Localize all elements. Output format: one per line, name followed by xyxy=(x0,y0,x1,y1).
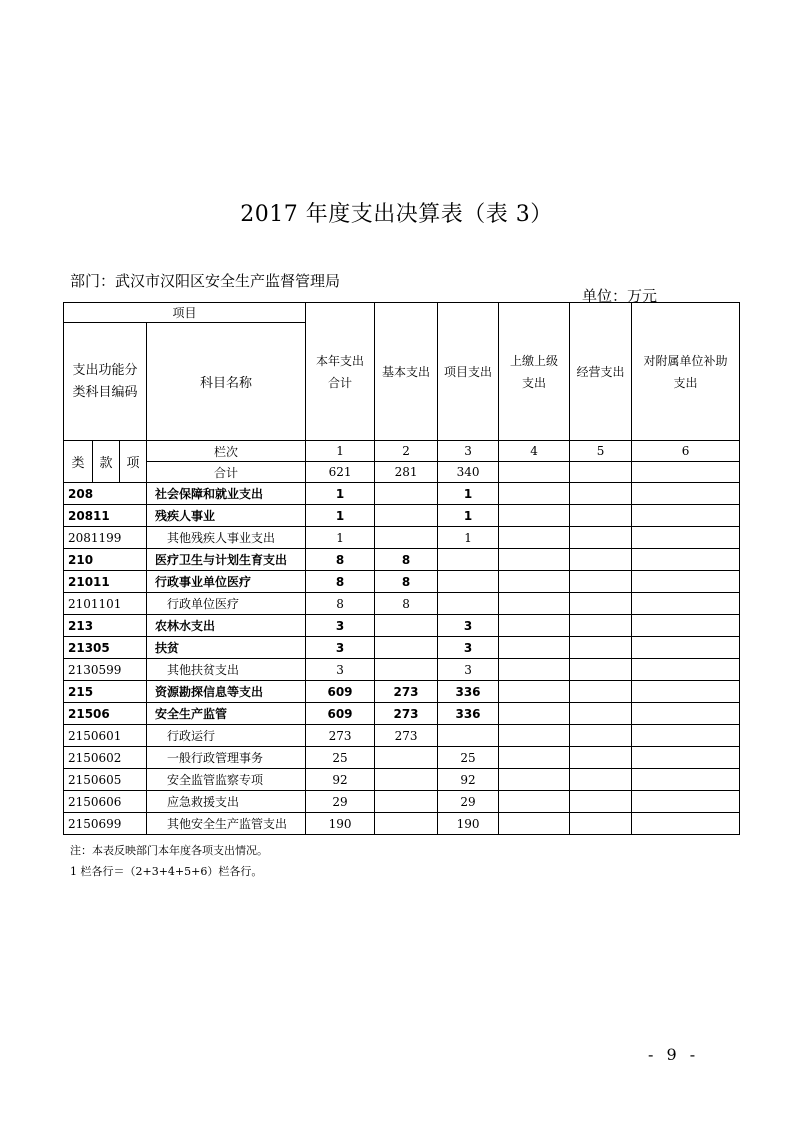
row-total: 609 xyxy=(306,703,375,725)
table-row xyxy=(64,549,740,571)
row-empty-cell xyxy=(632,813,740,835)
row-empty-cell xyxy=(632,703,740,725)
row-total: 92 xyxy=(306,769,375,791)
row-project: 336 xyxy=(438,681,499,703)
header-col-total: 本年支出 合计 xyxy=(306,303,375,441)
row-empty-cell xyxy=(499,659,570,681)
page-title: 2017 年度支出决算表（表 3） xyxy=(240,202,553,227)
row-total: 29 xyxy=(306,791,375,813)
row-subject-name: 安全生产监管 xyxy=(147,703,306,725)
table-row xyxy=(64,725,740,747)
row-project: 25 xyxy=(438,747,499,769)
row-project xyxy=(438,549,499,571)
row-subject-name: 社会保障和就业支出 xyxy=(147,483,306,505)
table-row xyxy=(64,791,740,813)
row-total: 3 xyxy=(306,659,375,681)
row-empty-cell xyxy=(499,483,570,505)
row-empty-cell xyxy=(499,505,570,527)
row-empty-cell xyxy=(570,571,632,593)
row-code: 2130599 xyxy=(64,659,147,681)
table-row xyxy=(64,703,740,725)
row-project: 29 xyxy=(438,791,499,813)
row-subject-name: 应急救援支出 xyxy=(147,791,306,813)
row-empty-cell xyxy=(632,527,740,549)
row-empty-cell xyxy=(570,527,632,549)
row-total: 8 xyxy=(306,549,375,571)
table-row xyxy=(64,571,740,593)
header-xiang: 项 xyxy=(120,441,147,483)
table-row xyxy=(64,637,740,659)
row-basic xyxy=(375,769,438,791)
header-col-basic: 基本支出 xyxy=(375,303,438,441)
row-total: 1 xyxy=(306,483,375,505)
col-number: 3 xyxy=(438,441,499,462)
row-empty-cell xyxy=(570,681,632,703)
row-basic xyxy=(375,527,438,549)
row-project: 3 xyxy=(438,615,499,637)
row-code: 210 xyxy=(64,549,147,571)
row-code: 208 xyxy=(64,483,147,505)
table-row xyxy=(64,505,740,527)
row-basic: 8 xyxy=(375,549,438,571)
row-project: 1 xyxy=(438,505,499,527)
row-basic xyxy=(375,791,438,813)
row-empty-cell xyxy=(499,769,570,791)
table-row xyxy=(64,615,740,637)
total-value: 621 xyxy=(306,462,375,483)
row-code: 21011 xyxy=(64,571,147,593)
row-empty-cell xyxy=(570,549,632,571)
row-empty-cell xyxy=(499,637,570,659)
row-basic xyxy=(375,659,438,681)
row-total: 8 xyxy=(306,593,375,615)
row-total: 1 xyxy=(306,505,375,527)
row-total: 1 xyxy=(306,527,375,549)
row-basic xyxy=(375,747,438,769)
table-row xyxy=(64,527,740,549)
row-empty-cell xyxy=(632,593,740,615)
row-empty-cell xyxy=(499,549,570,571)
header-lanci: 栏次 xyxy=(147,441,306,462)
col-number: 1 xyxy=(306,441,375,462)
row-total: 3 xyxy=(306,637,375,659)
row-empty-cell xyxy=(570,703,632,725)
row-empty-cell xyxy=(499,615,570,637)
row-empty-cell xyxy=(570,637,632,659)
row-code: 2150606 xyxy=(64,791,147,813)
row-total: 609 xyxy=(306,681,375,703)
row-empty-cell xyxy=(570,505,632,527)
row-basic: 273 xyxy=(375,703,438,725)
row-subject-name: 医疗卫生与计划生育支出 xyxy=(147,549,306,571)
row-empty-cell xyxy=(499,527,570,549)
header-lei: 类 xyxy=(64,441,93,483)
row-empty-cell xyxy=(499,725,570,747)
table-row xyxy=(64,593,740,615)
row-code: 2150602 xyxy=(64,747,147,769)
row-total: 3 xyxy=(306,615,375,637)
row-subject-name: 行政事业单位医疗 xyxy=(147,571,306,593)
row-empty-cell xyxy=(499,571,570,593)
page-number: - 9 - xyxy=(648,1045,700,1064)
col-number: 5 xyxy=(570,441,632,462)
row-code: 213 xyxy=(64,615,147,637)
row-empty-cell xyxy=(570,769,632,791)
table-row xyxy=(64,681,740,703)
footnote-1: 注：本表反映部门本年度各项支出情况。 xyxy=(70,844,268,857)
table-row xyxy=(64,813,740,835)
row-code: 21305 xyxy=(64,637,147,659)
row-project: 92 xyxy=(438,769,499,791)
row-empty-cell xyxy=(632,747,740,769)
expenditure-table xyxy=(63,302,740,835)
basic-value: 281 xyxy=(375,462,438,483)
row-empty-cell xyxy=(632,769,740,791)
row-code: 21506 xyxy=(64,703,147,725)
row-subject-name: 行政单位医疗 xyxy=(147,593,306,615)
row-empty-cell xyxy=(499,791,570,813)
row-total: 8 xyxy=(306,571,375,593)
row-project: 1 xyxy=(438,483,499,505)
row-basic: 8 xyxy=(375,571,438,593)
header-subject-name: 科目名称 xyxy=(147,323,306,441)
row-empty-cell xyxy=(570,593,632,615)
row-subject-name: 资源勘探信息等支出 xyxy=(147,681,306,703)
row-project: 3 xyxy=(438,637,499,659)
row-empty-cell xyxy=(632,725,740,747)
row-code: 2150699 xyxy=(64,813,147,835)
row-basic: 8 xyxy=(375,593,438,615)
row-empty-cell xyxy=(632,791,740,813)
row-project: 1 xyxy=(438,527,499,549)
unit-label: 单位：万元 xyxy=(582,287,658,305)
row-empty-cell xyxy=(632,505,740,527)
row-project: 3 xyxy=(438,659,499,681)
header-col-operate: 经营支出 xyxy=(570,303,632,441)
row-empty-cell xyxy=(499,703,570,725)
row-empty-cell xyxy=(632,637,740,659)
row-project: 336 xyxy=(438,703,499,725)
header-project: 项目 xyxy=(64,303,306,323)
header-col-remit: 上缴上级 支出 xyxy=(499,303,570,441)
row-empty-cell xyxy=(499,593,570,615)
table-body xyxy=(64,483,740,835)
row-empty-cell xyxy=(570,615,632,637)
row-basic xyxy=(375,505,438,527)
row-total: 25 xyxy=(306,747,375,769)
row-empty-cell xyxy=(632,483,740,505)
row-code: 2081199 xyxy=(64,527,147,549)
row-basic xyxy=(375,637,438,659)
row-code: 20811 xyxy=(64,505,147,527)
col-number: 6 xyxy=(632,441,740,462)
header-kuan: 款 xyxy=(93,441,120,483)
row-subject-name: 其他安全生产监管支出 xyxy=(147,813,306,835)
row-subject-name: 其他扶贫支出 xyxy=(147,659,306,681)
row-subject-name: 农林水支出 xyxy=(147,615,306,637)
table-row xyxy=(64,769,740,791)
row-empty-cell xyxy=(570,659,632,681)
row-empty-cell xyxy=(632,571,740,593)
col-number: 2 xyxy=(375,441,438,462)
row-subject-name: 安全监管监察专项 xyxy=(147,769,306,791)
row-code: 2150601 xyxy=(64,725,147,747)
row-empty-cell xyxy=(570,725,632,747)
row-basic: 273 xyxy=(375,681,438,703)
row-empty-cell xyxy=(632,681,740,703)
row-empty-cell xyxy=(499,813,570,835)
row-subject-name: 残疾人事业 xyxy=(147,505,306,527)
row-basic xyxy=(375,483,438,505)
row-total: 190 xyxy=(306,813,375,835)
total-label: 合计 xyxy=(147,462,306,483)
row-subject-name: 其他残疾人事业支出 xyxy=(147,527,306,549)
row-empty-cell xyxy=(632,659,740,681)
row-empty-cell xyxy=(499,747,570,769)
row-total: 273 xyxy=(306,725,375,747)
table-row xyxy=(64,659,740,681)
row-empty-cell xyxy=(632,549,740,571)
row-empty-cell xyxy=(499,681,570,703)
row-empty-cell xyxy=(570,791,632,813)
row-empty-cell xyxy=(570,747,632,769)
row-basic xyxy=(375,813,438,835)
table-row xyxy=(64,483,740,505)
row-code: 2101101 xyxy=(64,593,147,615)
row-project xyxy=(438,725,499,747)
row-subject-name: 扶贫 xyxy=(147,637,306,659)
row-empty-cell xyxy=(570,483,632,505)
row-code: 2150605 xyxy=(64,769,147,791)
row-basic xyxy=(375,615,438,637)
header-col-project: 项目支出 xyxy=(438,303,499,441)
row-basic: 273 xyxy=(375,725,438,747)
row-subject-name: 一般行政管理事务 xyxy=(147,747,306,769)
header-func-code: 支出功能分 类科目编码 xyxy=(64,323,147,441)
row-project xyxy=(438,571,499,593)
row-project xyxy=(438,593,499,615)
row-code: 215 xyxy=(64,681,147,703)
header-col-subsidy: 对附属单位补助 支出 xyxy=(632,303,740,441)
department-label: 部门：武汉市汉阳区安全生产监督管理局 xyxy=(70,272,341,290)
project-value: 340 xyxy=(438,462,499,483)
row-project: 190 xyxy=(438,813,499,835)
row-empty-cell xyxy=(570,813,632,835)
col-number: 4 xyxy=(499,441,570,462)
footnote-2: 1 栏各行＝（2+3+4+5+6）栏各行。 xyxy=(70,865,263,878)
row-subject-name: 行政运行 xyxy=(147,725,306,747)
row-empty-cell xyxy=(632,615,740,637)
table-row xyxy=(64,747,740,769)
